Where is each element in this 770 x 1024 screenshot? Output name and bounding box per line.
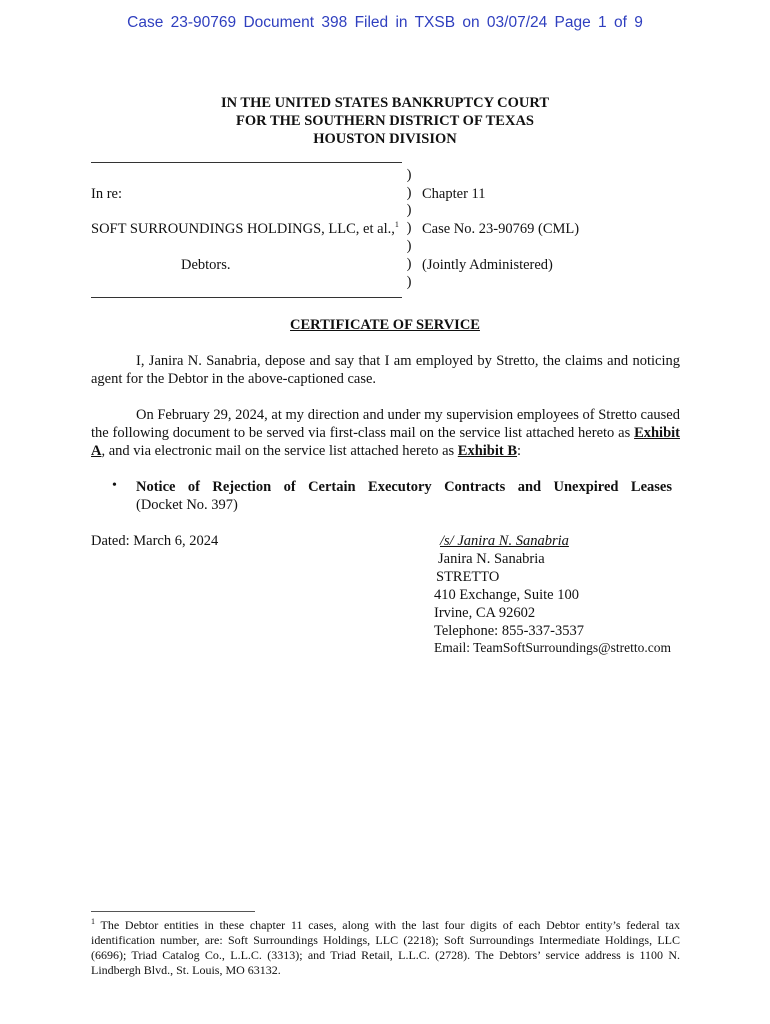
- signer-phone: Telephone: 855-337-3537: [434, 623, 584, 639]
- caption-bottom-rule: [91, 297, 402, 298]
- electronic-signature: /s/ Janira N. Sanabria: [440, 533, 569, 549]
- docket-number: (Docket No. 397): [136, 497, 238, 513]
- dated-line: Dated: March 6, 2024: [91, 533, 219, 549]
- in-re-label: In re:: [91, 186, 122, 202]
- signer-address-2: Irvine, CA 92602: [434, 605, 536, 621]
- debtor-name: SOFT SURROUNDINGS HOLDINGS, LLC, et al.,$^1$: [91, 220, 399, 237]
- court-division: HOUSTON DIVISION: [313, 131, 457, 147]
- footnote-mark: 1: [91, 917, 95, 926]
- debtors-label: Debtors.: [181, 257, 231, 273]
- bullet-icon: •: [112, 478, 117, 493]
- signer-email: Email: TeamSoftSurroundings@stretto.com: [434, 640, 671, 655]
- court-name-line-2: FOR THE SOUTHERN DISTRICT OF TEXAS: [235, 113, 534, 129]
- ecf-header-stamp: Case 23-90769 Document 398 Filed in TXSB on 03/07/24 Page 1 of 9: [127, 14, 643, 31]
- signer-name: Janira N. Sanabria: [438, 551, 545, 567]
- caption-paren: ): [406, 202, 412, 218]
- footnote: $^1$ The Debtor entities in these chapter 11 cases, along with the last four digits of each Debtor entity’s federal tax identification number, are: Soft Surroundings Holdings, LLC (2218); Soft Surroundings Intermediate Holdings, LLC (6696); Triad Catalog Co., L.L.C. (3313); and Triad Retail, L.L.C. (2728). The Debtors’ service address is 1100 N. Lindbergh Blvd., St. Louis, MO 63132.: [91, 917, 680, 977]
- caption-paren: ): [406, 238, 412, 254]
- caption-paren: ): [406, 185, 412, 201]
- served-document-title: Notice of Rejection of Certain Executory Contracts and Unexpired Leases: [136, 479, 672, 495]
- caption-paren: ): [406, 256, 412, 272]
- footnote-rule: [91, 911, 255, 912]
- court-name-line-1: IN THE UNITED STATES BANKRUPTCY COURT: [220, 95, 550, 111]
- exhibit-a-ref: Exhibit A: [91, 425, 680, 459]
- paragraph-declarant: I, Janira N. Sanabria, depose and say that I am employed by Stretto, the claims and noticing agent for the Debtor in the above-captioned case.: [91, 353, 680, 387]
- case-number: Case No. 23-90769 (CML): [422, 221, 580, 237]
- signer-company: STRETTO: [436, 569, 500, 585]
- paragraph-service: On February 29, 2024, at my direction and under my supervision employees of Stretto caused the following document to be served via first-class mail on the service list attached hereto as Exhibit A, and via electronic mail on the service list attached hereto as Exhibit B:: [91, 407, 680, 459]
- exhibit-b-ref: Exhibit B: [457, 443, 518, 459]
- signer-address-1: 410 Exchange, Suite 100: [434, 587, 579, 603]
- document-title: CERTIFICATE OF SERVICE: [290, 317, 480, 333]
- chapter-label: Chapter 11: [422, 186, 486, 202]
- served-document-item: [136, 478, 672, 514]
- caption-paren: ): [406, 220, 412, 236]
- jointly-administered: (Jointly Administered): [422, 257, 553, 273]
- caption-paren: ): [406, 274, 412, 290]
- caption-top-rule: [91, 162, 402, 163]
- caption-paren: ): [406, 167, 412, 183]
- footnote-ref: 1: [394, 220, 399, 230]
